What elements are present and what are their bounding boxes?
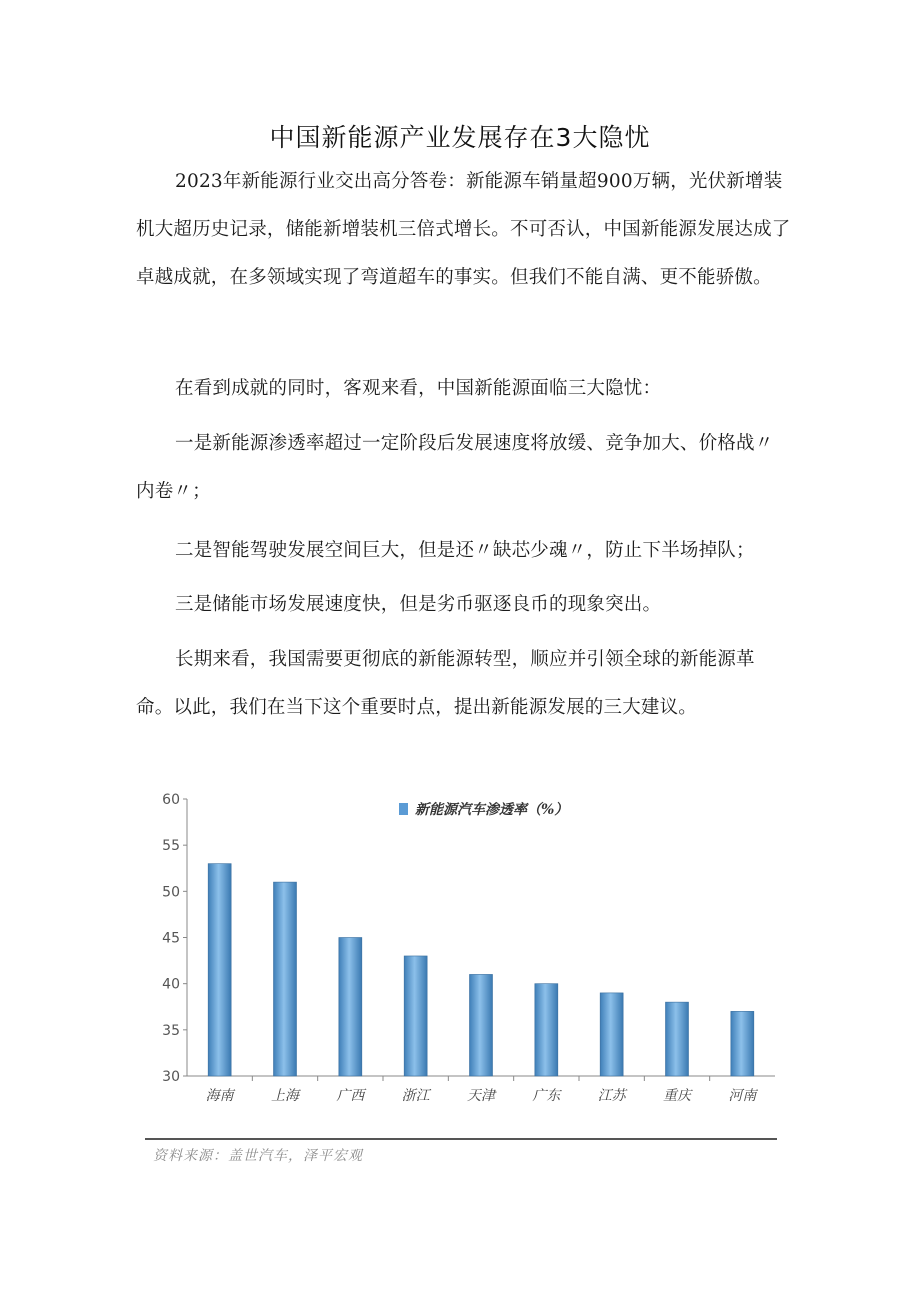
paragraph-summary: 2023年新能源行业交出高分答卷：新能源车销量超900万辆，光伏新增装机大超历史记录，储能新增装机三倍式增长。不可否认，中国新能源发展达成了卓越成就，在多领域实现了弯道超车的事实。但我们不能自满、更不能骄傲。 (136, 171, 791, 288)
chart-divider (145, 1138, 777, 1140)
bar-9 (731, 1011, 754, 1076)
y-tick-label: 50 (162, 884, 180, 901)
paragraph-long-term: 长期来看，我国需要更彻底的新能源转型，顺应并引领全球的新能源革命。以此，我们在当下这个重要时点，提出新能源发展的三大建议。 (136, 649, 755, 718)
legend-label: 新能源汽车渗透率（%） (415, 802, 569, 818)
bar-4 (404, 956, 427, 1076)
paragraph-concern-three: 三是储能市场发展速度快，但是劣币驱逐良币的现象突出。 (175, 594, 662, 615)
x-tick-label: 广西 (336, 1088, 365, 1104)
y-tick-label: 40 (162, 976, 180, 993)
paragraph-concern-one: 一是新能源渗透率超过一定阶段后发展速度将放缓、竞争加大、价格战〃内卷〃； (136, 433, 774, 502)
x-tick-label: 广东 (532, 1088, 561, 1104)
page-title: 中国新能源产业发展存在3大隐忧 (269, 123, 651, 152)
y-tick-label: 30 (162, 1069, 180, 1085)
bar-1 (208, 864, 231, 1076)
chart-source: 资料来源：盖世汽车，泽平宏观 (153, 1148, 363, 1164)
x-tick-label: 江苏 (597, 1088, 626, 1104)
y-tick-label: 45 (162, 930, 180, 947)
bar-8 (666, 1002, 689, 1076)
bar-6 (535, 984, 558, 1076)
y-tick-label: 35 (162, 1022, 180, 1039)
x-tick-label: 天津 (467, 1088, 495, 1104)
x-tick-label: 重庆 (663, 1088, 691, 1104)
y-tick-label: 55 (162, 838, 180, 855)
y-tick-label: 60 (162, 792, 180, 808)
x-tick-label: 海南 (205, 1088, 234, 1104)
penetration-rate-chart (145, 785, 777, 1175)
x-tick-label: 上海 (271, 1088, 299, 1104)
x-tick-label: 河南 (728, 1088, 757, 1104)
x-tick-label: 浙江 (401, 1088, 430, 1104)
paragraph-concerns-intro: 在看到成就的同时，客观来看，中国新能源面临三大隐忧： (175, 378, 662, 399)
bar-chart (145, 785, 777, 1135)
bar-3 (339, 938, 362, 1077)
bar-2 (274, 882, 297, 1076)
bar-5 (470, 974, 493, 1076)
bar-7 (600, 993, 623, 1076)
paragraph-concern-two: 二是智能驾驶发展空间巨大，但是还〃缺芯少魂〃，防止下半场掉队； (175, 540, 755, 561)
legend-swatch (399, 803, 408, 815)
